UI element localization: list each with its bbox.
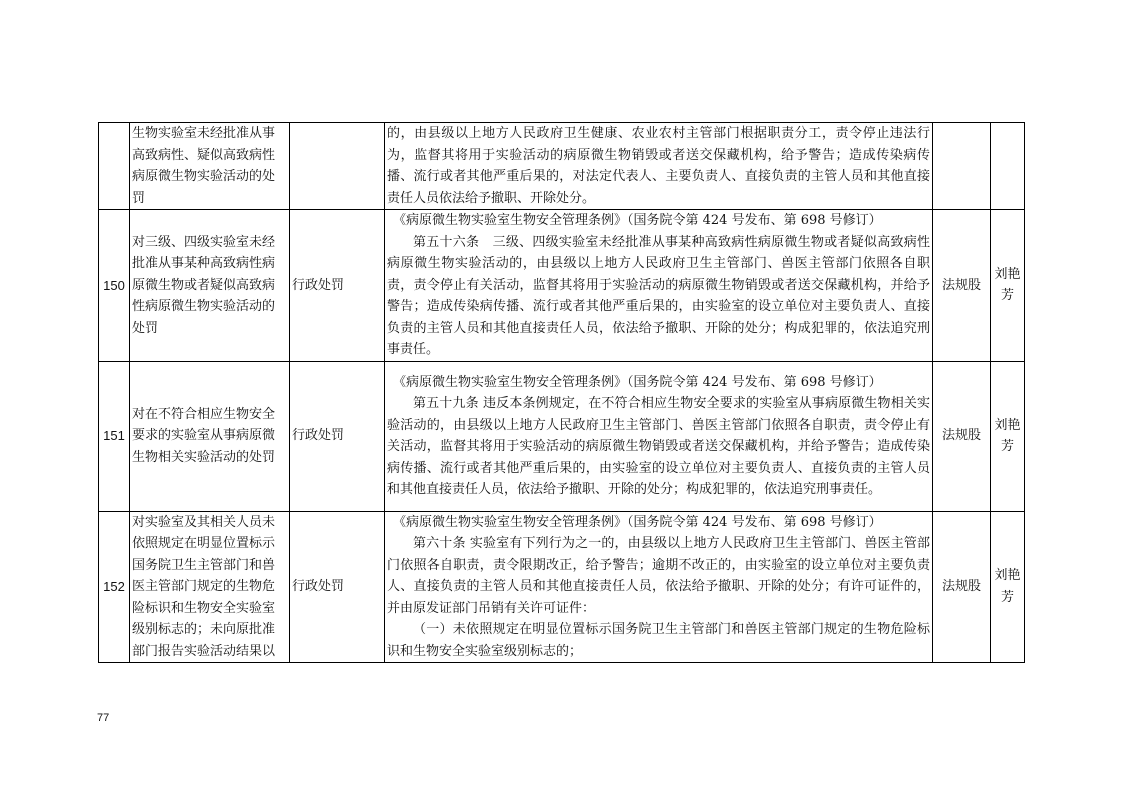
basis-source: 《病原微生物实验室生物安全管理条例》（国务院令第 424 号发布、第 698 号修订） — [393, 514, 882, 530]
responsible-dept — [933, 123, 991, 210]
row-number: 150 — [99, 210, 130, 362]
basis-paragraph: 第五十九条 违反本条例规定，在不符合相应生物安全要求的实验室从事病原微生物相关实验活动的，由县级以上地方人民政府卫生主管部门、兽医主管部门依照各自职责，责令停止有关活动，监督其将用于实验活动的病原微生物销毁或者送交保藏机构，并给予警告；造成传染病传播、流行或者其他严重后果的，由实验室的设立单位对主要负责人、直接负责的主管人员和其他直接责任人员，依法给予撤职、开除的处分；构成犯罪的，依法追究刑事责任。 — [387, 396, 930, 497]
row-number — [99, 123, 130, 210]
basis-source: 《病原微生物实验室生物安全管理条例》（国务院令第 424 号发布、第 698 号修订） — [393, 374, 882, 390]
basis-paragraph: 第五十六条 三级、四级实验室未经批准从事某种高致病性病原微生物或者疑似高致病性病原微生物实验活动的，由县级以上地方人民政府卫生主管部门、兽医主管部门依照各自职责，责令停止有关活动，监督其将用于实验活动的病原微生物销毁或者送交保藏机构，并给予警告；造成传染病传播、流行或者其他严重后果的，由实验室的设立单位对主要负责人、直接负责的主管人员和其他直接责任人员，依法给予撤职、开除的处分；构成犯罪的，依法追究刑事责任。 — [387, 234, 930, 357]
responsible-dept: 法规股 — [933, 210, 991, 362]
item-name: 对在不符合相应生物安全要求的实验室从事病原微生物相关实验活动的处罚 — [130, 361, 290, 511]
table-row — [99, 123, 1025, 210]
responsible-person: 刘艳芳 — [991, 361, 1025, 511]
responsible-person — [991, 123, 1025, 210]
item-type: 行政处罚 — [290, 361, 385, 511]
table-row — [99, 361, 1025, 511]
responsible-dept: 法规股 — [933, 511, 991, 663]
item-type: 行政处罚 — [290, 210, 385, 362]
table-row — [99, 210, 1025, 362]
responsible-dept: 法规股 — [933, 361, 991, 511]
basis-source: 《病原微生物实验室生物安全管理条例》（国务院令第 424 号发布、第 698 号修订） — [393, 213, 882, 228]
page-number: 77 — [97, 712, 110, 724]
legal-basis — [385, 361, 933, 511]
table-row — [99, 511, 1025, 663]
row-number: 151 — [99, 361, 130, 511]
legal-basis — [385, 210, 933, 362]
row-number: 152 — [99, 511, 130, 663]
item-type — [290, 123, 385, 210]
basis-paragraph: 的，由县级以上地方人民政府卫生健康、农业农村主管部门根据职责分工，责令停止违法行为，监督其将用于实验活动的病原微生物销毁或者送交保藏机构，给予警告；造成传染病传播、流行或者其他严重后果的，对法定代表人、主要负责人、直接负责的主管人员和其他直接责任人员依法给予撤职、开除处分。 — [387, 126, 930, 206]
responsible-person: 刘艳芳 — [991, 210, 1025, 362]
item-name: 对实验室及其相关人员未依照规定在明显位置标示国务院卫生主管部门和兽医主管部门规定的生物危险标识和生物安全实验室级别标志的；未向原批准部门报告实验活动结果以 — [130, 511, 290, 663]
legal-basis — [385, 123, 933, 210]
item-name: 对三级、四级实验室未经批准从事某种高致病性病原微生物或者疑似高致病性病原微生物实验活动的处罚 — [130, 210, 290, 362]
basis-paragraph: （一）未依照规定在明显位置标示国务院卫生主管部门和兽医主管部门规定的生物危险标识和生物安全实验室级别标志的； — [387, 622, 930, 659]
responsible-person: 刘艳芳 — [991, 511, 1025, 663]
item-name: 生物实验室未经批准从事高致病性、疑似高致病性病原微生物实验活动的处罚 — [130, 123, 290, 210]
regulation-table — [98, 122, 1025, 663]
legal-basis — [385, 511, 933, 663]
item-type: 行政处罚 — [290, 511, 385, 663]
basis-paragraph: 第六十条 实验室有下列行为之一的，由县级以上地方人民政府卫生主管部门、兽医主管部门依照各自职责，责令限期改正，给予警告；逾期不改正的，由实验室的设立单位对主要负责人、直接负责的主管人员和其他直接责任人员，依法给予撤职、开除的处分；有许可证件的，并由原发证部门吊销有关许可证件： — [387, 536, 930, 616]
